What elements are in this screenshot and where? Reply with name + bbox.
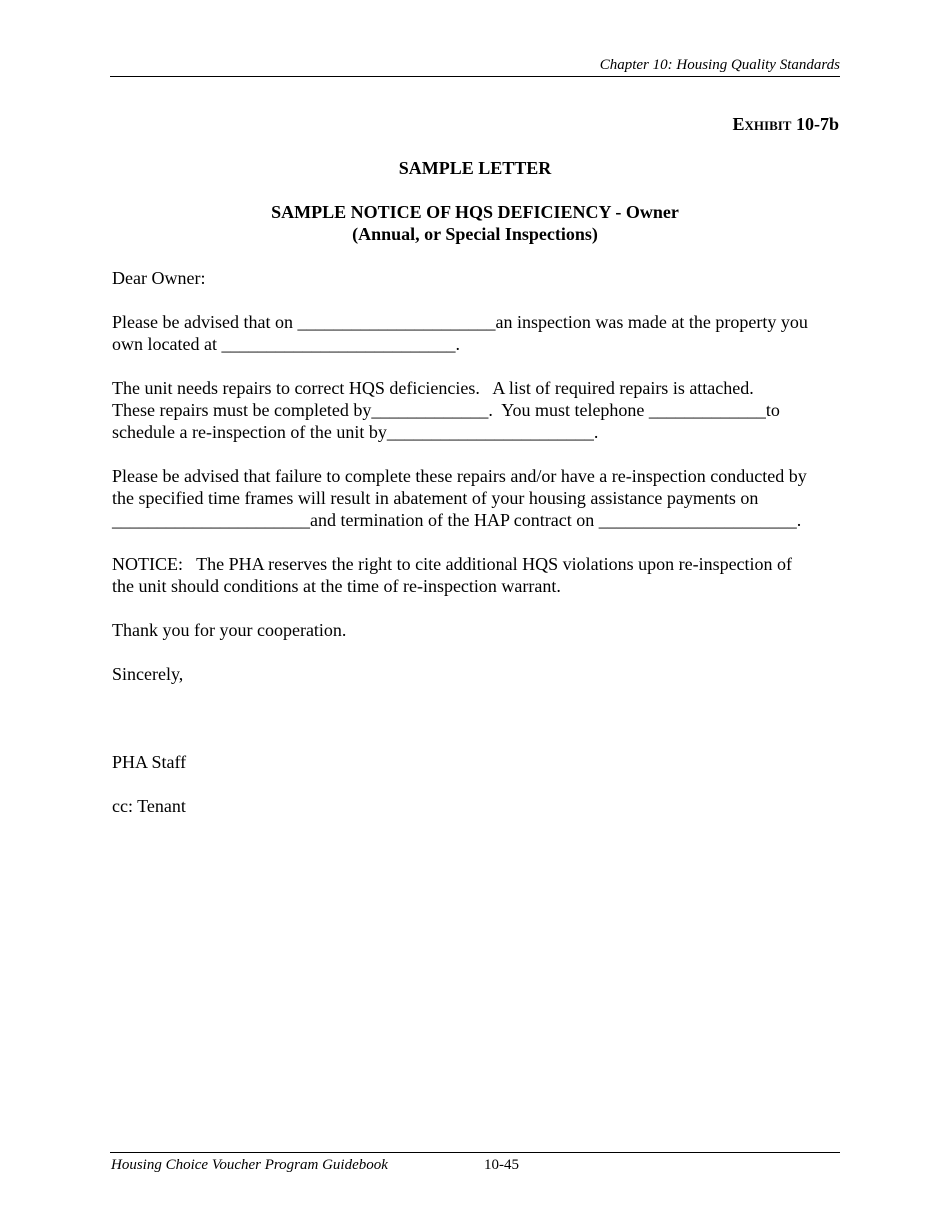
salutation: Dear Owner: xyxy=(112,268,206,288)
closing: Sincerely, xyxy=(112,664,184,684)
guidebook-title: Housing Choice Voucher Program Guidebook xyxy=(111,1157,388,1173)
notice-title-line-1: SAMPLE NOTICE OF HQS DEFICIENCY - Owner xyxy=(271,202,679,222)
notice-title-line-2: (Annual, or Special Inspections) xyxy=(352,224,598,244)
chapter-title: Chapter 10: Housing Quality Standards xyxy=(599,57,840,73)
paragraph-notice xyxy=(112,553,840,597)
signature: PHA Staff xyxy=(112,752,187,772)
paragraph-line: NOTICE: The PHA reserves the right to cite additional HQS violations upon re-inspection of xyxy=(112,554,793,574)
paragraph-line: Please be advised that failure to complete these repairs and/or have a re-inspection conducted by xyxy=(112,466,807,486)
notice-title xyxy=(110,201,840,245)
page-header xyxy=(110,56,840,77)
paragraph-inspection-date xyxy=(112,311,840,355)
page-number: 10-45 xyxy=(484,1157,519,1173)
paragraph-line: schedule a re-inspection of the unit by_______________________. xyxy=(112,422,599,442)
paragraph-abatement xyxy=(112,465,840,531)
paragraph-line: the unit should conditions at the time of re-inspection warrant. xyxy=(112,576,561,596)
paragraph-line: the specified time frames will result in abatement of your housing assistance payments on xyxy=(112,488,759,508)
paragraph-line: ______________________and termination of the HAP contract on ______________________. xyxy=(112,510,802,530)
exhibit-number: 10-7b xyxy=(791,114,839,134)
paragraph-line: These repairs must be completed by_____________. You must telephone _____________to xyxy=(112,400,780,420)
exhibit-word: Exhibit xyxy=(732,114,792,134)
thanks-line: Thank you for your cooperation. xyxy=(112,620,347,640)
paragraph-line: own located at __________________________. xyxy=(112,334,460,354)
page-footer xyxy=(110,1152,840,1173)
letter-title: SAMPLE LETTER xyxy=(398,158,552,178)
cc-line: cc: Tenant xyxy=(112,796,186,816)
paragraph-line: The unit needs repairs to correct HQS deficiencies. A list of required repairs is attached. xyxy=(112,378,754,398)
paragraph-line: Please be advised that on ______________________an inspection was made at the property you xyxy=(112,312,808,332)
paragraph-repairs xyxy=(112,377,840,443)
exhibit-label xyxy=(733,113,839,135)
